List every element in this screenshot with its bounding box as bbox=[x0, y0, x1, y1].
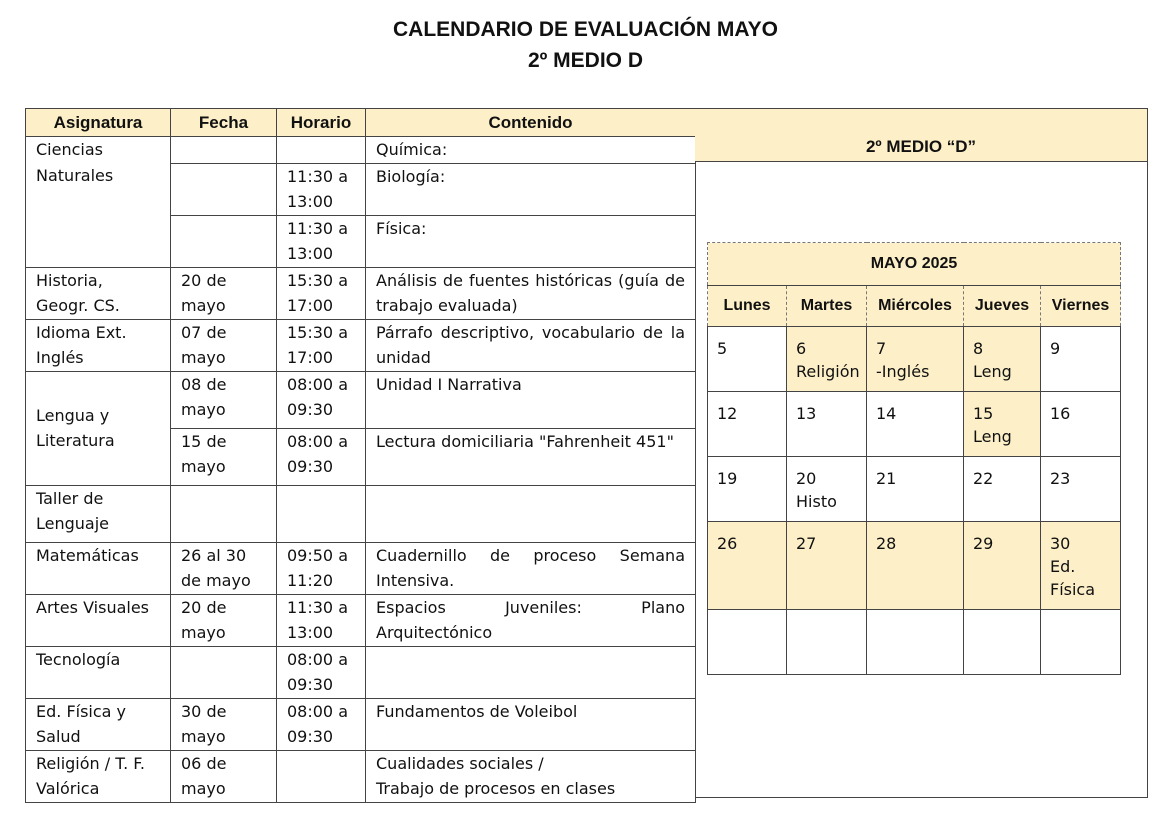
day-cell bbox=[1041, 522, 1121, 610]
week-row bbox=[708, 392, 1121, 457]
contenido-cell: Física: bbox=[366, 215, 696, 267]
day-event: Histo bbox=[796, 492, 837, 511]
day-number: 21 bbox=[876, 469, 897, 488]
day-event: Leng bbox=[973, 427, 1012, 446]
panel-header-label: 2º MEDIO “D” bbox=[865, 137, 977, 156]
header-fecha: Fecha bbox=[171, 109, 277, 137]
day-cell bbox=[787, 610, 867, 675]
day-number: 22 bbox=[973, 469, 994, 488]
horario-cell: 15:30 a 17:00 bbox=[277, 319, 366, 371]
fecha-cell: 07 de mayo bbox=[171, 319, 277, 371]
contenido-cell: Biología: bbox=[366, 163, 696, 215]
day-cell bbox=[867, 522, 964, 610]
day-cell bbox=[964, 610, 1041, 675]
table-row bbox=[26, 371, 696, 428]
day-number: 26 bbox=[717, 534, 738, 553]
table-row bbox=[26, 594, 696, 646]
subject-cell: Matemáticas bbox=[26, 542, 171, 594]
week-row bbox=[708, 522, 1121, 610]
week-row bbox=[708, 327, 1121, 392]
day-number: 28 bbox=[876, 534, 897, 553]
table-row bbox=[26, 485, 696, 542]
day-number: 19 bbox=[717, 469, 738, 488]
day-number: 13 bbox=[796, 404, 817, 423]
day-event: Leng bbox=[973, 362, 1012, 381]
horario-cell bbox=[277, 485, 366, 542]
day-event: Ed. Física bbox=[1050, 557, 1096, 599]
day-cell bbox=[1041, 392, 1121, 457]
day-cell bbox=[867, 457, 964, 522]
document-title: CALENDARIO DE EVALUACIÓN MAYO bbox=[392, 18, 779, 41]
contenido-cell bbox=[366, 750, 696, 802]
weekday-header: Miércoles bbox=[867, 286, 964, 327]
contenido-cell: Espacios Juveniles: Plano Arquitectónico bbox=[366, 594, 696, 646]
horario-cell bbox=[277, 750, 366, 802]
table-row bbox=[26, 137, 696, 164]
subject-cell: Idioma Ext. Inglés bbox=[26, 319, 171, 371]
week-row bbox=[708, 457, 1121, 522]
day-cell bbox=[1041, 610, 1121, 675]
day-cell bbox=[708, 392, 787, 457]
document-subtitle: 2º MEDIO D bbox=[527, 49, 644, 72]
fecha-cell bbox=[171, 485, 277, 542]
day-cell bbox=[867, 610, 964, 675]
fecha-cell bbox=[171, 163, 277, 215]
day-number: 7 bbox=[876, 339, 887, 358]
weekday-header: Viernes bbox=[1041, 286, 1121, 327]
evaluation-table bbox=[25, 108, 696, 803]
fecha-cell: 06 de mayo bbox=[171, 750, 277, 802]
day-cell bbox=[964, 327, 1041, 392]
contenido-cell: Lectura domiciliaria "Fahrenheit 451" bbox=[366, 428, 696, 485]
day-number: 15 bbox=[973, 404, 994, 423]
day-number: 12 bbox=[717, 404, 738, 423]
horario-cell: 11:30 a 13:00 bbox=[277, 163, 366, 215]
contenido-cell: Química: bbox=[366, 137, 696, 164]
contenido-cell bbox=[366, 646, 696, 698]
contenido-line: Cualidades sociales / bbox=[376, 753, 544, 773]
day-event: -Inglés bbox=[876, 362, 930, 381]
day-number: 20 bbox=[796, 469, 817, 488]
horario-cell: 15:30 a 17:00 bbox=[277, 267, 366, 319]
day-event: Religión bbox=[796, 362, 860, 381]
header-contenido: Contenido bbox=[366, 109, 696, 137]
table-row bbox=[26, 319, 696, 371]
contenido-cell: Fundamentos de Voleibol bbox=[366, 698, 696, 750]
subject-cell: Ed. Física y Salud bbox=[26, 698, 171, 750]
day-cell bbox=[787, 522, 867, 610]
day-cell bbox=[867, 327, 964, 392]
day-number: 16 bbox=[1050, 404, 1071, 423]
fecha-cell bbox=[171, 137, 277, 164]
weekday-header: Martes bbox=[787, 286, 867, 327]
fecha-cell: 20 de mayo bbox=[171, 594, 277, 646]
day-cell bbox=[964, 392, 1041, 457]
subject-cell: Artes Visuales bbox=[26, 594, 171, 646]
day-cell bbox=[964, 522, 1041, 610]
day-cell bbox=[867, 392, 964, 457]
day-number: 8 bbox=[973, 339, 984, 358]
day-cell bbox=[787, 392, 867, 457]
day-cell bbox=[787, 457, 867, 522]
subject-cell: Historia, Geogr. CS. bbox=[26, 267, 171, 319]
subject-cell: Lengua y Literatura bbox=[26, 371, 171, 485]
table-header-row bbox=[26, 109, 696, 137]
contenido-cell: Cuadernillo de proceso Semana Intensiva. bbox=[366, 542, 696, 594]
week-row bbox=[708, 610, 1121, 675]
fecha-cell: 08 de mayo bbox=[171, 371, 277, 428]
subject-cell: Tecnología bbox=[26, 646, 171, 698]
weekday-header: Jueves bbox=[964, 286, 1041, 327]
day-cell bbox=[1041, 327, 1121, 392]
contenido-line: Trabajo de procesos en clases bbox=[376, 779, 616, 798]
table-row bbox=[26, 646, 696, 698]
contenido-cell: Párrafo descriptivo, vocabulario de la unidad bbox=[366, 319, 696, 371]
fecha-cell: 15 de mayo bbox=[171, 428, 277, 485]
day-number: 9 bbox=[1050, 339, 1061, 358]
day-cell bbox=[708, 522, 787, 610]
horario-cell: 11:30 a 13:00 bbox=[277, 215, 366, 267]
day-number: 27 bbox=[796, 534, 817, 553]
day-cell bbox=[964, 457, 1041, 522]
day-number: 23 bbox=[1050, 469, 1071, 488]
day-number: 14 bbox=[876, 404, 897, 423]
horario-cell: 08:00 a 09:30 bbox=[277, 371, 366, 428]
day-number: 6 bbox=[796, 339, 807, 358]
fecha-cell bbox=[171, 215, 277, 267]
day-cell bbox=[787, 327, 867, 392]
day-cell bbox=[708, 610, 787, 675]
fecha-cell: 30 de mayo bbox=[171, 698, 277, 750]
subject-cell: Ciencias Naturales bbox=[26, 137, 171, 268]
header-asignatura: Asignatura bbox=[26, 109, 171, 137]
table-row bbox=[26, 698, 696, 750]
panel-header bbox=[695, 109, 1147, 162]
day-number: 5 bbox=[717, 339, 728, 358]
contenido-cell bbox=[366, 485, 696, 542]
horario-cell: 08:00 a 09:30 bbox=[277, 698, 366, 750]
day-cell bbox=[708, 457, 787, 522]
table-row bbox=[26, 750, 696, 802]
calendar-title: MAYO 2025 bbox=[708, 243, 1121, 286]
day-cell bbox=[708, 327, 787, 392]
horario-cell: 09:50 a 11:20 bbox=[277, 542, 366, 594]
fecha-cell: 20 de mayo bbox=[171, 267, 277, 319]
fecha-cell bbox=[171, 646, 277, 698]
subject-cell: Religión / T. F. Valórica bbox=[26, 750, 171, 802]
month-calendar bbox=[707, 242, 1121, 675]
horario-cell: 11:30 a 13:00 bbox=[277, 594, 366, 646]
header-horario: Horario bbox=[277, 109, 366, 137]
day-number: 30 bbox=[1050, 534, 1071, 553]
table-row bbox=[26, 267, 696, 319]
table-row bbox=[26, 542, 696, 594]
weekday-row bbox=[708, 286, 1121, 327]
subject-cell: Taller de Lenguaje bbox=[26, 485, 171, 542]
horario-cell bbox=[277, 137, 366, 164]
contenido-cell: Unidad I Narrativa bbox=[366, 371, 696, 428]
horario-cell: 08:00 a 09:30 bbox=[277, 646, 366, 698]
fecha-cell: 26 al 30 de mayo bbox=[171, 542, 277, 594]
weekday-header: Lunes bbox=[708, 286, 787, 327]
contenido-cell: Análisis de fuentes históricas (guía de trabajo evaluada) bbox=[366, 267, 696, 319]
horario-cell: 08:00 a 09:30 bbox=[277, 428, 366, 485]
day-cell bbox=[1041, 457, 1121, 522]
day-number: 29 bbox=[973, 534, 994, 553]
